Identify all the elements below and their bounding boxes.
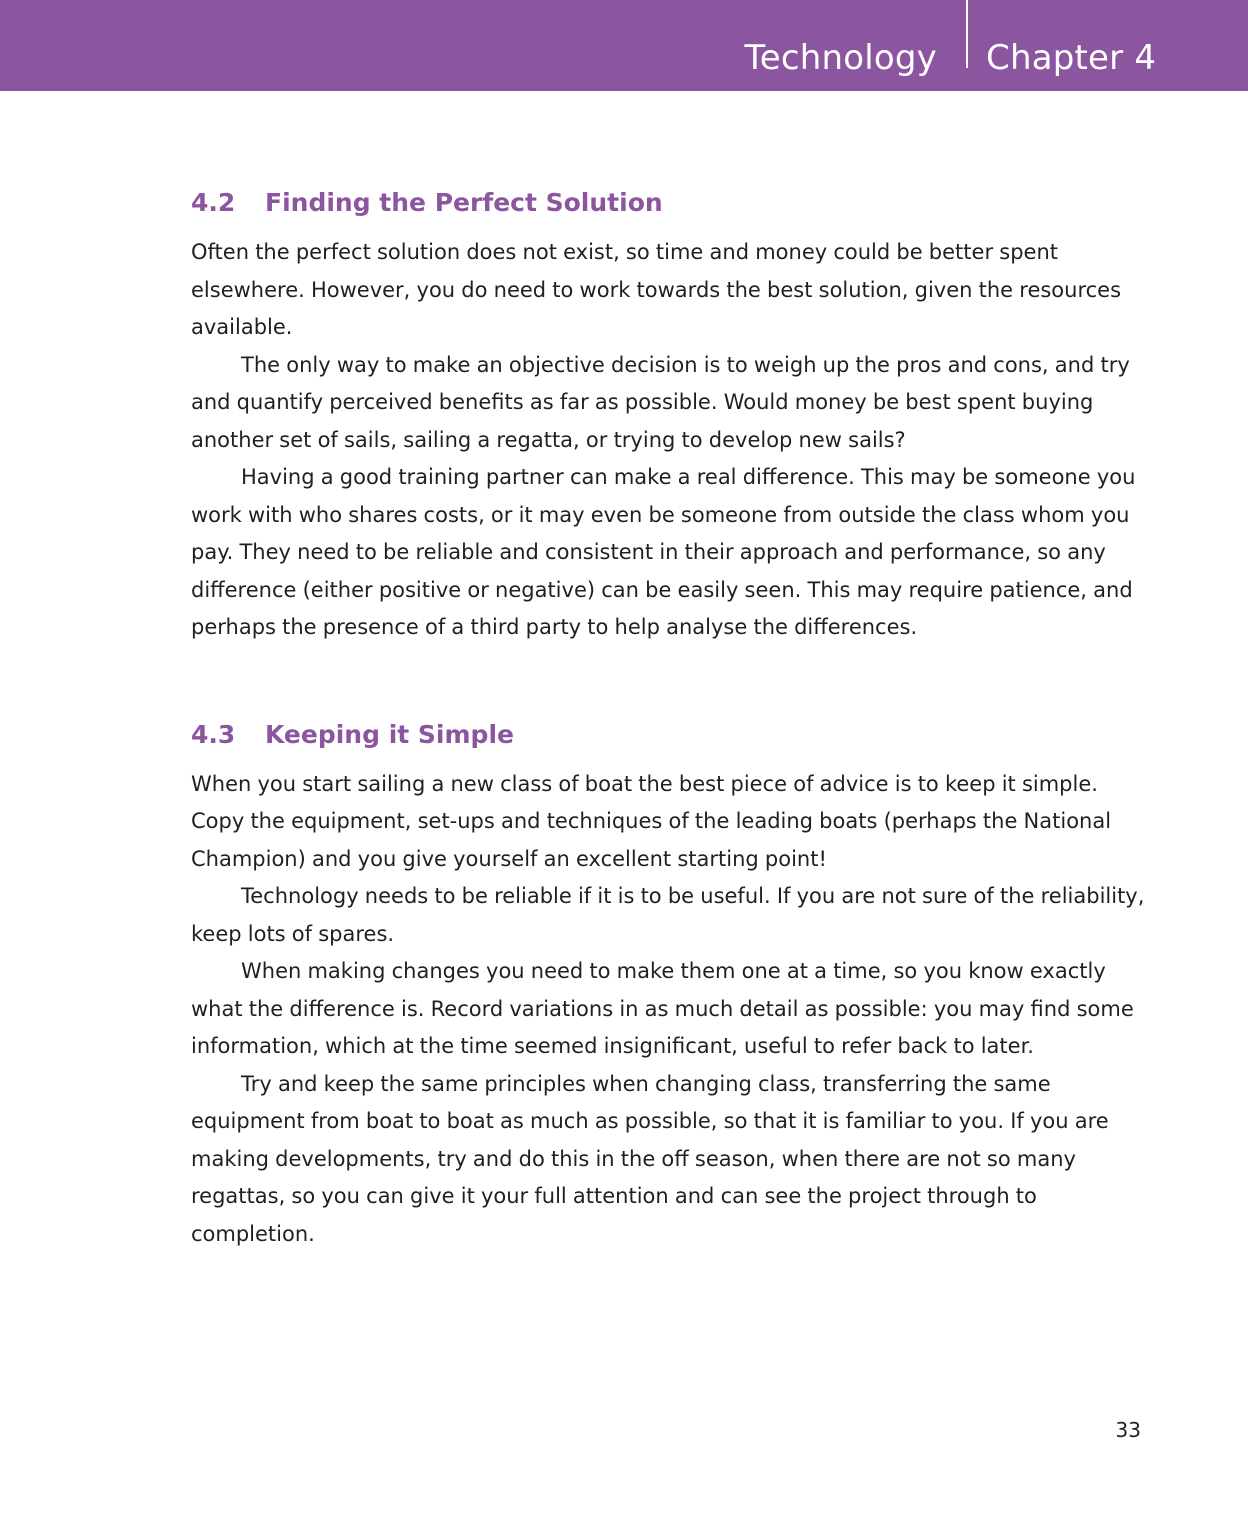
paragraph: The only way to make an objective decision is to weigh up the pros and cons, and try and quantify perceived benefits as far as possible. Would money be best spent buying another set of sails, sailing a regatta, or trying to develop new sails? bbox=[191, 352, 1130, 452]
section-number: 4.2 bbox=[191, 188, 236, 217]
paragraph: When making changes you need to make them one at a time, so you know exactly what the difference is. Record variations in as much detail as possible: you may find some information, which at the time seemed insignificant, useful to refer back to later. bbox=[191, 959, 1134, 1058]
running-header bbox=[0, 0, 1248, 91]
paragraph: Try and keep the same principles when changing class, transferring the same equipment from boat to boat as much as possible, so that it is familiar to you. If you are making developments, try and do this in the off season, when there are not so many regattas, so you can give it your full attention and can see the project through to completion. bbox=[191, 1071, 1109, 1246]
header-chapter-label: Chapter 4 bbox=[986, 38, 1157, 78]
section-title: Keeping it Simple bbox=[265, 719, 514, 749]
paragraph: When you start sailing a new class of boat the best piece of advice is to keep it simple. Copy the equipment, set-ups and techniques of the leading boats (perhaps the National Champion) and you give yourself an excellent starting point! bbox=[191, 771, 1112, 871]
header-section-title: Technology bbox=[744, 38, 937, 78]
page-body bbox=[191, 183, 1151, 1253]
paragraph: Often the perfect solution does not exist, so time and money could be better spent elsewhere. However, you do need to work towards the best solution, given the resources available. bbox=[191, 240, 1122, 339]
section-heading bbox=[191, 715, 1151, 755]
section-heading bbox=[191, 183, 1151, 223]
section-title: Finding the Perfect Solution bbox=[265, 188, 663, 217]
section-4-2 bbox=[191, 183, 1151, 647]
header-divider bbox=[966, 0, 968, 68]
section-4-3 bbox=[191, 715, 1151, 1254]
paragraph: Having a good training partner can make a real difference. This may be someone you work with who shares costs, or it may even be someone from outside the class whom you pay. They need to be reliable and consistent in their approach and performance, so any difference (either positive or negative) can be easily seen. This may require patience, and perhaps the presence of a third party to help analyse the differences. bbox=[191, 465, 1136, 639]
paragraph: Technology needs to be reliable if it is to be useful. If you are not sure of the reliability, keep lots of spares. bbox=[191, 884, 1145, 946]
section-number: 4.3 bbox=[191, 719, 236, 749]
page-number: 33 bbox=[1115, 1418, 1141, 1442]
